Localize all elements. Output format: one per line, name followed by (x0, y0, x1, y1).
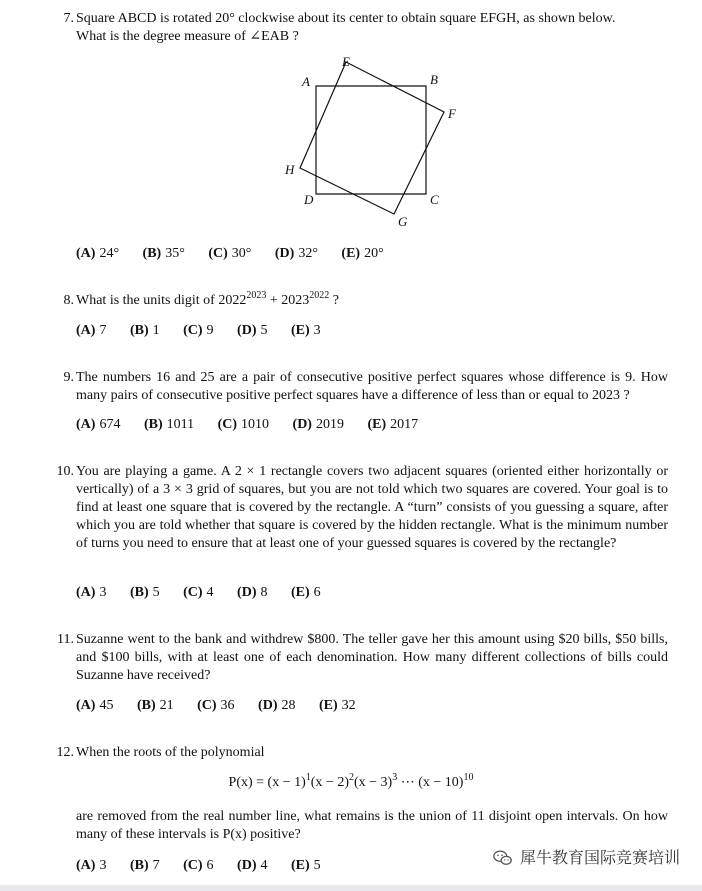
choice-d[interactable]: (D) 28 (258, 698, 296, 713)
label-d: D (304, 192, 314, 207)
problem-text: Suzanne went to the bank and withdrew $800. The teller gave her this amount using $20 bills, $50 bills, and $100 bills, with at least one of each denomination. How many different collections of bills could Suzanne have received? (76, 632, 668, 683)
choice-c[interactable]: (C) 9 (183, 323, 214, 338)
wechat-icon (492, 847, 514, 869)
choice-e[interactable]: (E) 32 (318, 698, 356, 713)
choice-a[interactable]: (A) 3 (76, 858, 107, 873)
rotated-squares-figure (282, 56, 482, 231)
choice-b[interactable]: (B) 1011 (143, 417, 195, 432)
choice-d[interactable]: (D) 32° (274, 246, 318, 261)
problem-text: What is the units digit of $2022^{2023} + 2023^{2022}$ ? (76, 290, 339, 308)
choice-a[interactable]: (A) 7 (76, 323, 107, 338)
choice-a[interactable]: (A) 45 (76, 698, 114, 713)
choice-a[interactable]: (A) 24° (76, 246, 120, 261)
polynomial-display: $P(x) = (x - 1)^1(x - 2)^2(x - 3)^3$ ⋯ $(x - 10)^{10}$ (228, 772, 474, 790)
choice-a[interactable]: (A) 3 (76, 585, 107, 600)
choice-a[interactable]: (A) 674 (76, 417, 121, 432)
problem-text: The numbers 16 and 25 are a pair of consecutive positive perfect squares whose difference is 9. How many pairs of consecutive positive perfect squares have a difference of less than or equal to 2023 ? (76, 370, 668, 403)
choices-7 (76, 245, 404, 263)
problem-number: 7. (63, 11, 74, 26)
choice-c[interactable]: (C) 6 (183, 858, 214, 873)
choice-c[interactable]: (C) 4 (183, 585, 214, 600)
choices-9 (76, 416, 438, 434)
choice-d[interactable]: (D) 2019 (292, 417, 344, 432)
choice-b[interactable]: (B) 1 (129, 323, 160, 338)
choice-e[interactable]: (E) 6 (290, 585, 321, 600)
label-h: H (285, 162, 295, 177)
choice-e[interactable]: (E) 5 (290, 858, 321, 873)
choice-b[interactable]: (B) 21 (136, 698, 174, 713)
choice-e[interactable]: (E) 3 (290, 323, 321, 338)
problem-text: are removed from the real number line, what remains is the union of 11 disjoint open intervals. On how many of these intervals is P(x) positive? (76, 809, 668, 842)
choice-b[interactable]: (B) 35° (142, 246, 185, 261)
problem-number: 11. (57, 632, 74, 647)
choices-8 (76, 322, 341, 340)
choice-c[interactable]: (C) 30° (208, 246, 252, 261)
label-f: F (448, 106, 456, 121)
choice-c[interactable]: (C) 1010 (217, 417, 270, 432)
choice-d[interactable]: (D) 8 (237, 585, 268, 600)
problem-text: You are playing a game. A 2 × 1 rectangle covers two adjacent squares (oriented either horizontally or vertically) of a 3 × 3 grid of squares, but you are not told which two squares are covered. Your goal is to find at least one square that is covered by the rectangle. A “turn” consists of you guessing a square, after which you are told whether that square is covered by the hidden rectangle. What is the minimum number of turns you need to ensure that at least one of your guessed squares is covered by the rectangle? (76, 464, 668, 551)
problem-number: 9. (63, 370, 74, 385)
problem-number: 8. (63, 293, 74, 308)
problem-text: Square ABCD is rotated 20° clockwise about its center to obtain square EFGH, as shown below. What is the degree measure of ∠EAB ? (76, 11, 616, 44)
label-a: A (302, 74, 310, 89)
choice-b[interactable]: (B) 7 (129, 858, 160, 873)
square-efgh (300, 62, 444, 214)
choices-11 (76, 697, 376, 715)
problem-text: When the roots of the polynomial (76, 745, 265, 760)
watermark-text: 犀牛教育国际竞赛培训 (519, 848, 680, 867)
choice-b[interactable]: (B) 5 (129, 585, 160, 600)
watermark (492, 847, 680, 869)
label-g: G (398, 214, 408, 229)
label-c: C (430, 192, 439, 207)
label-e: E (342, 56, 350, 69)
choice-e[interactable]: (E) 2017 (367, 417, 419, 432)
bottom-bar (0, 885, 702, 891)
choices-12 (76, 857, 341, 875)
choice-c[interactable]: (C) 36 (197, 698, 235, 713)
label-b: B (430, 72, 438, 87)
choice-d[interactable]: (D) 4 (237, 858, 268, 873)
problem-number: 12. (56, 745, 74, 760)
square-abcd (316, 86, 426, 194)
choices-10 (76, 584, 341, 602)
choice-e[interactable]: (E) 20° (341, 246, 384, 261)
problem-number: 10. (56, 464, 74, 479)
choice-d[interactable]: (D) 5 (237, 323, 268, 338)
